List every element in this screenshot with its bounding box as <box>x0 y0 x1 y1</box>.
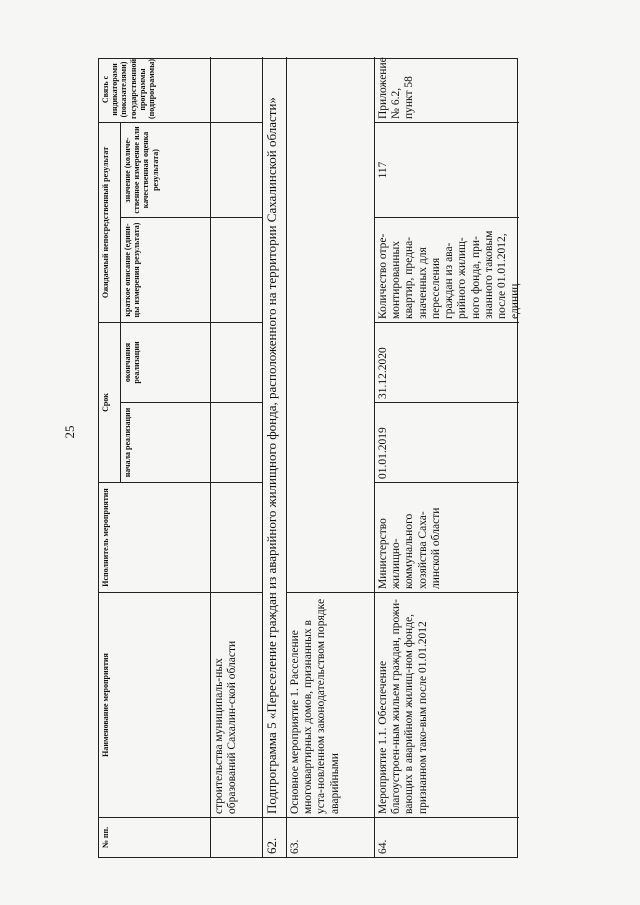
header-result-description: краткое описание (едини-цы измерения результата) <box>121 217 211 322</box>
row-63-number: 63. <box>287 817 375 857</box>
continued-start <box>211 402 263 482</box>
row-64-result-value: 117 <box>375 122 519 217</box>
header-executor: Исполнитель мероприятия <box>99 482 211 592</box>
row-64-name: Мероприятие 1.1. Обеспечение благоустроен-ным жильем граждан, прожи-вающих в аварийном жилищ-ном фонде, признанном тако-вым после 01.01.2012 <box>375 592 519 817</box>
row-64-executor: Министерство жилищно-коммунального хозяйства Саха-линской области <box>375 482 519 592</box>
row-64-result-desc: Количество отре-монтированных квартир, предна-значенных для переселения граждан из ава-рийного жилищ-ного фонда, при-знанного таковым после 01.01.2012, единиц <box>375 217 519 322</box>
header-term-start: начала реализации <box>121 402 211 482</box>
row-64-end: 31.12.2020 <box>375 322 519 402</box>
program-table <box>98 57 522 858</box>
row-62-number: 62. <box>263 817 287 857</box>
header-result-value: значение (количе-ственное измерение или качественная оценка результата) <box>121 122 211 217</box>
continued-link <box>211 57 263 122</box>
header-link: Связь с индикаторами (показателями) государственной программы (подпрограммы) <box>99 57 211 122</box>
header-term: Срок <box>99 322 121 482</box>
continued-result-value <box>211 122 263 217</box>
page-number: 25 <box>62 425 77 439</box>
header-number: № пп. <box>99 817 211 857</box>
row-64-link: Приложение № 6.2, пункт 58 <box>377 57 416 119</box>
row-63-name: Основное мероприятие 1. Расселение многоквартирных домов, признанных в уста-новленном законодательством порядке аварийными <box>287 592 375 817</box>
row-64-number: 64. <box>375 817 519 857</box>
continued-end <box>211 322 263 402</box>
continued-name: строительства муниципаль-ных образований Сахалин-ской области <box>211 592 263 817</box>
continued-executor <box>211 482 263 592</box>
continued-result-desc <box>211 217 263 322</box>
row-64-start: 01.01.2019 <box>375 402 519 482</box>
continued-number <box>211 817 263 857</box>
row-63-empty <box>287 57 375 592</box>
header-term-end: окончания реализации <box>121 322 211 402</box>
rotated-table-area <box>98 57 522 858</box>
subprogram-5-title: Подпрограмма 5 «Переселение граждан из аварийного жилищного фонда, расположенного на территории Сахалинской области» <box>263 57 287 817</box>
header-name: Наименование мероприятия <box>99 592 211 817</box>
header-result: Ожидаемый непосредственный результат <box>99 122 121 322</box>
